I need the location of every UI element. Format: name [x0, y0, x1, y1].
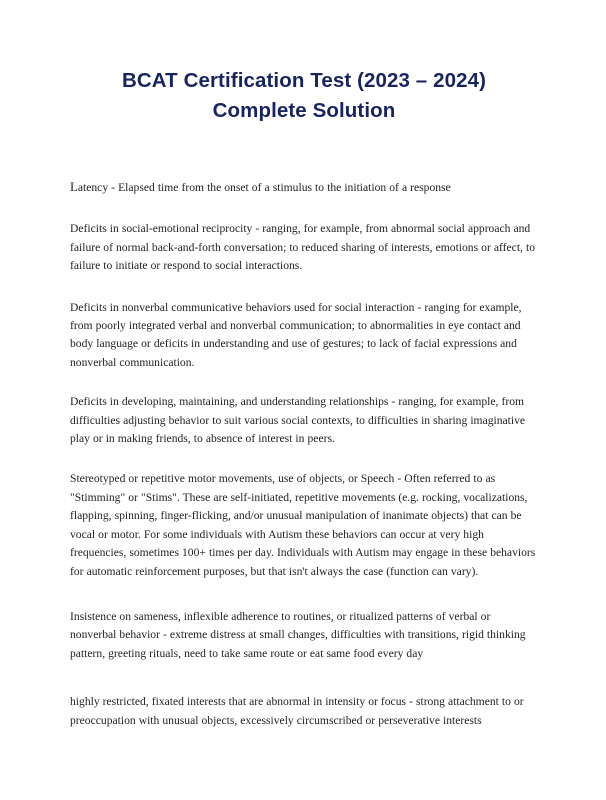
spacer-4 [70, 448, 538, 470]
paragraph-stereotyped-repetitive-motor-movements: Stereotyped or repetitive motor movements, use of objects, or Speech - Often referred to as "Stimming" or "Stims". These are self-initiated, repetitive movements (e.g. rocking, vocalizations, flapping, spinning, finger-flicking, and/or unusual manipulation of inanimate objects) that can be vocal or motor. For some individuals with Autism these behaviors can occur at very high frequencies, sometimes 100+ times per day. Individuals with Autism may engage in these behaviors for automatic reinforcement purposes, but that isn't always the case (function can vary). [70, 472, 536, 578]
spacer-3 [70, 372, 538, 393]
spacer-2 [70, 276, 538, 299]
paragraph-insistence-on-sameness: Insistence on sameness, inflexible adherence to routines, or ritualized patterns of verbal or nonverbal behavior - extreme distress at small changes, difficulties with transitions, rigid thinking pattern, greeting rituals, need to take same route or eat same food every day [70, 609, 526, 660]
spacer-6 [70, 663, 538, 693]
paragraph-social-emotional-reciprocity: Deficits in social-emotional reciprocity - ranging, for example, from abnormal social approach and failure of normal back-and-forth conversation; to reduced sharing of interests, emotions or affect, to failure to initiate or respond to social interactions. [70, 222, 536, 273]
page-title [70, 0, 538, 126]
paragraph-developing-maintaining-relationships: Deficits in developing, maintaining, and understanding relationships - ranging, for example, from difficulties adjusting behavior to suit various social contexts, to difficulties in sharing imaginative play or in making friends, to absence of interest in peers. [70, 395, 526, 446]
spacer-title [70, 126, 538, 178]
paragraph-latency-text: atency - Elapsed time from the onset of a stimulus to the initiation of a response [77, 181, 451, 194]
paragraph-restricted-fixated-interests: highly restricted, fixated interests that are abnormal in intensity or focus - strong attachment to or preoccupation with unusual objects, excessively circumscribed or perseverative interests [70, 695, 524, 727]
paragraph-nonverbal-communicative-behaviors: Deficits in nonverbal communicative behaviors used for social interaction - ranging for example, from poorly integrated verbal and nonverbal communication; to abnormalities in eye contact and body language or deficits in understanding and use of gestures; to lack of facial expressions and nonverbal communication. [70, 300, 522, 369]
paragraph-latency [70, 178, 538, 197]
paragraph-latency-lead-letter: L [70, 180, 78, 194]
spacer-5 [70, 581, 538, 608]
spacer-1 [70, 197, 538, 220]
page-title-line-1: BCAT Certification Test (2023 – 2024) [121, 69, 487, 92]
document-body [70, 0, 538, 730]
page-title-line-2: Complete Solution [212, 99, 396, 122]
